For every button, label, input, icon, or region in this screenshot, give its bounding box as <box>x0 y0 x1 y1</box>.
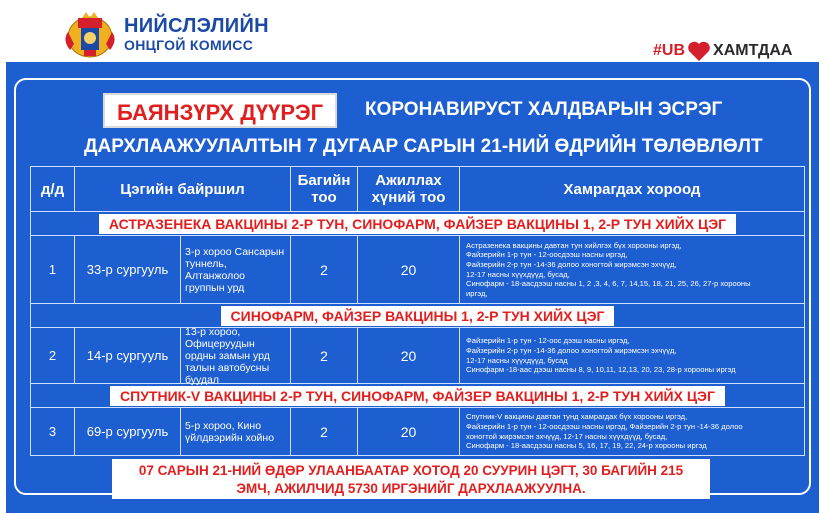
org-name <box>124 17 269 55</box>
header-no: д/д <box>31 167 75 211</box>
coverage-line: Астразенека вакцины давтан тун хийлгэх бүх хорооны иргэд, <box>466 240 682 250</box>
section-row <box>31 212 804 236</box>
row-staff: 20 <box>358 236 460 303</box>
org-name-line1: НИЙСЛЭЛИЙН <box>124 15 269 37</box>
district-title: БАЯНЗҮРХ ДҮҮРЭГ <box>103 93 337 128</box>
title-line1: КОРОНАВИРУСТ ХАЛДВАРЫН ЭСРЭГ <box>365 99 723 120</box>
header-location: Цэгийн байршил <box>75 167 291 211</box>
hashtag-suffix: ХАМТДАА <box>713 42 793 59</box>
org-name-line2: ОНЦГОЙ КОМИСС <box>124 37 254 53</box>
section-title: СПУТНИК-V ВАКЦИНЫ 2-Р ТУН, СИНОФАРМ, ФАЙЗЕР ВАКЦИНЫ 1, 2-Р ТУН ХИЙХ ЦЭГ <box>110 386 725 406</box>
section-row <box>31 384 804 408</box>
row-location: 5-р хороо, Кино үйлдвэрийн хойно <box>181 408 291 455</box>
coverage-line: 12-17 насны хүүхдүүд, бусад <box>466 355 568 365</box>
row-no: 1 <box>31 236 75 303</box>
row-teams: 2 <box>291 328 358 383</box>
row-no: 2 <box>31 328 75 383</box>
coverage-line: 12-17 насны хүүхдүүд, бусад, <box>466 269 570 279</box>
section-row <box>31 304 804 328</box>
row-coverage <box>460 236 804 303</box>
row-location: 3-р хороо Сансарын туннель, Алтанжолоо группын урд <box>181 236 291 303</box>
summary-banner <box>112 459 710 499</box>
row-coverage <box>460 328 804 383</box>
coverage-line: Файзерийн 1-р тун - 12-оос дээш насны иргэд, <box>466 336 630 346</box>
table-row <box>31 408 804 455</box>
table-row <box>31 236 804 304</box>
row-staff: 20 <box>358 328 460 383</box>
coverage-line: Файзерийн 1-р тун - 12-оосдээш насны иргэд, <box>466 250 628 260</box>
summary-line2: ЭМЧ, АЖИЛЧИД 5730 ИРГЭНИЙГ ДАРХЛААЖУУЛНА. <box>236 481 586 496</box>
coverage-line: Синофарм -18-аас дээш насны 8, 9, 10,11, 12,13, 20, 23, 28-р хорооны иргэд <box>466 365 736 375</box>
header-coverage: Хамрагдах хороод <box>563 180 701 198</box>
row-coverage <box>460 408 804 455</box>
city-emblem-icon <box>60 10 120 60</box>
coverage-line: Спутник-V вакцины давтан тунд хамрагдах бүх хорооны иргэд, <box>466 412 688 422</box>
coverage-line: Файзерийн 2-р тун -14-36 долоо хоногтой жирэмсэн эхчүүд, <box>466 259 677 269</box>
summary-line1: 07 САРЫН 21-НИЙ ӨДӨР УЛААНБААТАР ХОТОД 20 СУУРИН ЦЭГТ, 30 БАГИЙН 215 <box>138 463 684 478</box>
coverage-line: Синофарм - 18-аасдээш насны 1, 2 ,3, 4, 6, 7, 14,15, 18, 21, 25, 26, 27-р хорооны <box>466 279 751 289</box>
heart-icon <box>687 40 711 62</box>
table-row <box>31 325 804 386</box>
section-title: СИНОФАРМ, ФАЙЗЕР ВАКЦИНЫ 1, 2-Р ТУН ХИЙХ ЦЭГ <box>221 306 615 326</box>
row-staff: 20 <box>358 408 460 455</box>
section-title: АСТРАЗЕНЕКА ВАКЦИНЫ 2-Р ТУН, СИНОФАРМ, ФАЙЗЕР ВАКЦИНЫ 1, 2-Р ТУН ХИЙХ ЦЭГ <box>99 214 736 234</box>
row-teams: 2 <box>291 236 358 303</box>
table-header-row <box>31 167 804 212</box>
row-teams: 2 <box>291 408 358 455</box>
row-site: 33-р сургууль <box>75 236 181 303</box>
schedule-table <box>30 166 805 456</box>
coverage-line: хоногтой жирэмсэн эхчүүд, 12-17 насны хүүхдүүд, бусад, <box>466 431 668 441</box>
coverage-line: Синофарм - 18-аасдээш насны 5, 16, 17, 19, 22, 24-р хорооны иргэд <box>466 441 707 451</box>
row-site: 69-р сургууль <box>75 408 181 455</box>
header <box>0 0 825 62</box>
coverage-line: Файзерийн 2-р тун -14-36 долоо хоногтой жирэмсэн эхчүүд, <box>466 345 677 355</box>
row-site: 14-р сургууль <box>75 328 181 383</box>
row-location: 13-р хороо, Офицеруудын ордны замын урд талын автобусны буудал <box>181 328 291 383</box>
coverage-line: Файзерийн 1-р тун - 12-оосдээш насны иргэд, Файзерийн 2-р тун -14-36 долоо <box>466 421 743 431</box>
header-teams: Багийн тоо <box>291 167 358 211</box>
hashtag-prefix: #UB <box>653 42 686 59</box>
hashtag <box>653 40 792 62</box>
title-line2: ДАРХЛААЖУУЛАЛТЫН 7 ДУГААР САРЫН 21-НИЙ ӨДРИЙН ТӨЛӨВЛӨЛТ <box>84 136 763 157</box>
row-no: 3 <box>31 408 75 455</box>
coverage-line: иргэд, <box>466 288 488 298</box>
header-staff: Ажиллах хүний тоо <box>358 167 460 211</box>
